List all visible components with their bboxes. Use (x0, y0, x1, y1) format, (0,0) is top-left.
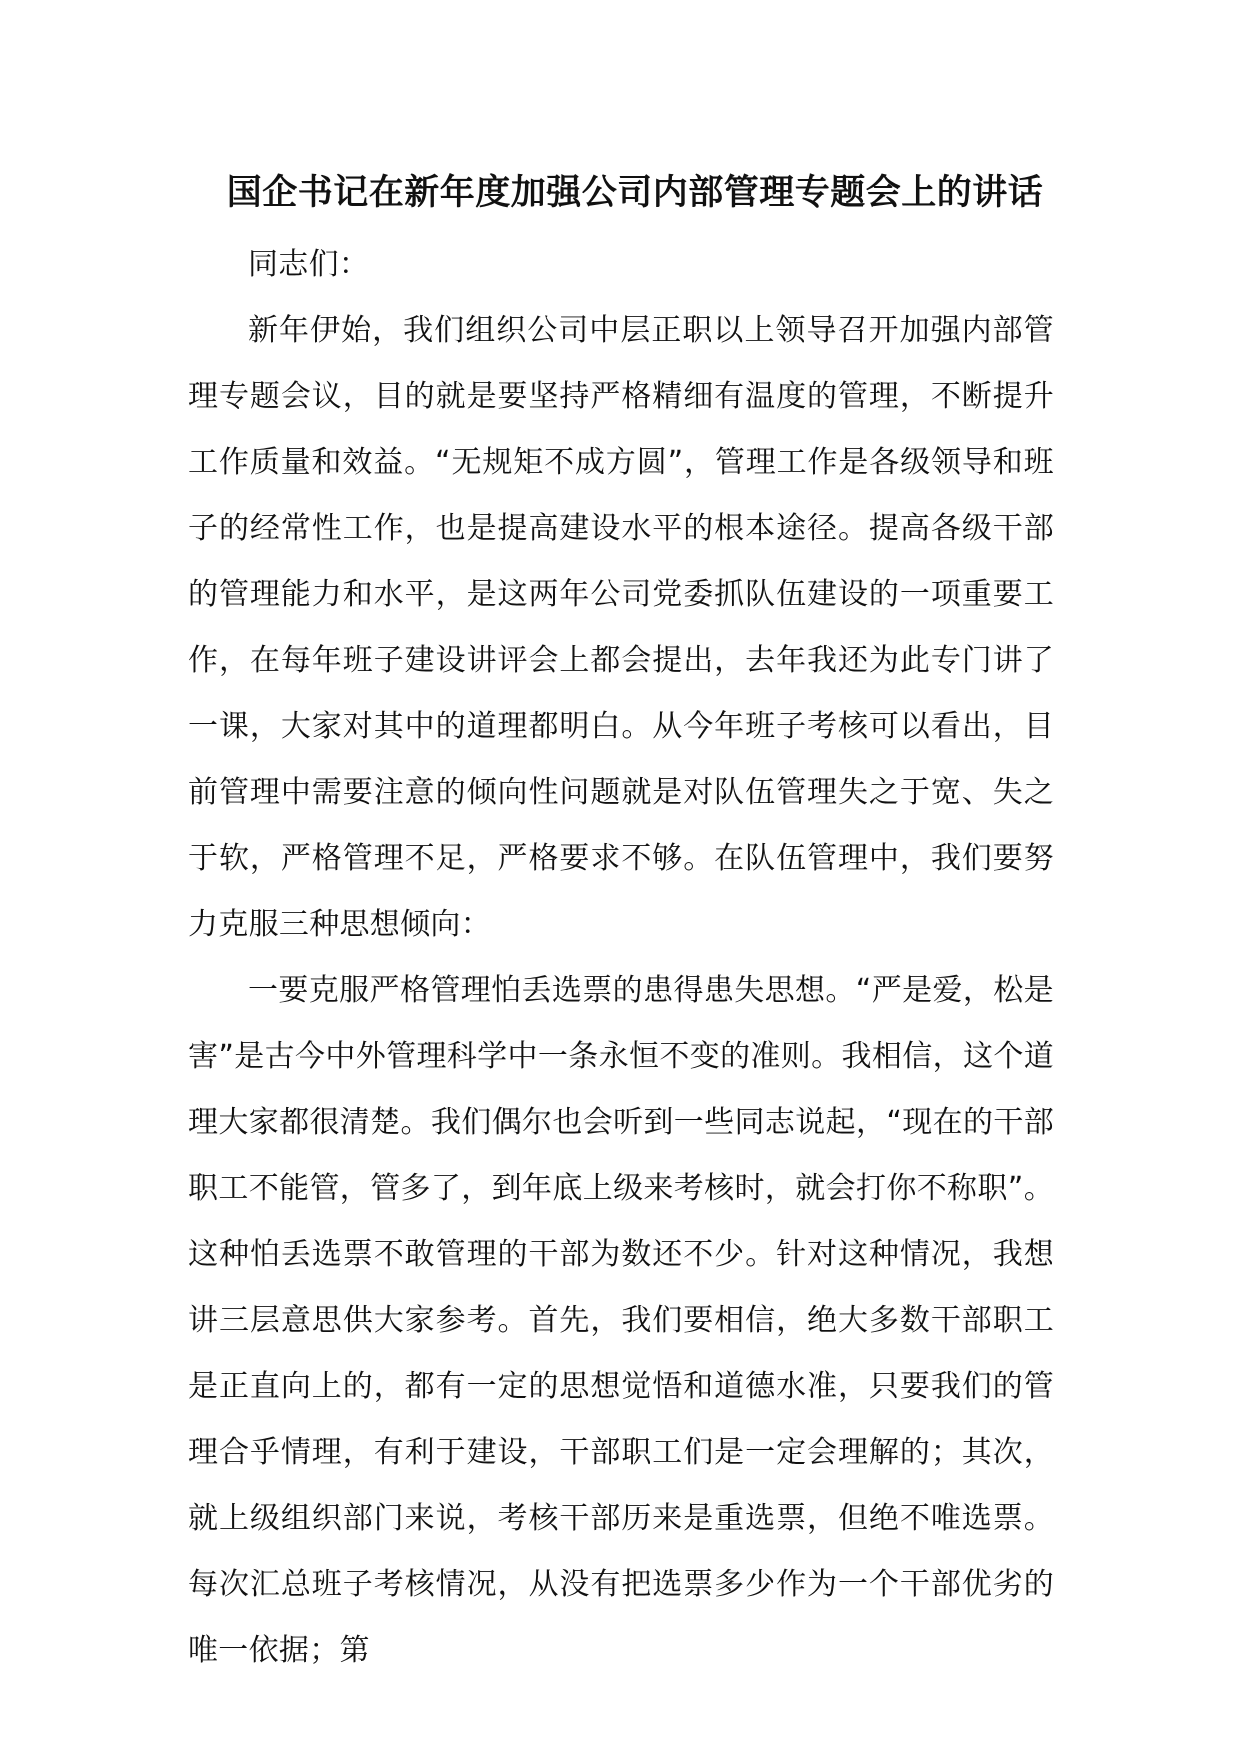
greeting-line: 同志们： (248, 247, 370, 282)
document-body (188, 232, 1054, 1684)
paragraph-first-point: 一要克服严格管理怕丢选票的患得患失思想。“严是爱，松是害”是古今中外管理科学中一条永恒不变的准则。我相信，这个道理大家都很清楚。我们偶尔也会听到一些同志说起，“现在的干部职工不能管，管多了，到年底上级来考核时，就会打你不称职”。这种怕丢选票不敢管理的干部为数还不少。针对这种情况，我想讲三层意思供大家参考。首先，我们要相信，绝大多数干部职工是正直向上的，都有一定的思想觉悟和道德水准，只要我们的管理合乎情理，有利于建设，干部职工们是一定会理解的；其次，就上级组织部门来说，考核干部历来是重选票，但绝不唯选票。每次汇总班子考核情况，从没有把选票多少作为一个干部优劣的唯一依据；第 (188, 973, 1054, 1668)
document-title: 国企书记在新年度加强公司内部管理专题会上的讲话 (226, 173, 1044, 213)
paragraph-intro: 新年伊始，我们组织公司中层正职以上领导召开加强内部管理专题会议，目的就是要坚持严格精细有温度的管理，不断提升工作质量和效益。“无规矩不成方圆”，管理工作是各级领导和班子的经常性工作，也是提高建设水平的根本途径。提高各级干部的管理能力和水平，是这两年公司党委抓队伍建设的一项重要工作，在每年班子建设讲评会上都会提出，去年我还为此专门讲了一课，大家对其中的道理都明白。从今年班子考核可以看出，目前管理中需要注意的倾向性问题就是对队伍管理失之于宽、失之于软，严格管理不足，严格要求不够。在队伍管理中，我们要努力克服三种思想倾向： (188, 313, 1054, 942)
